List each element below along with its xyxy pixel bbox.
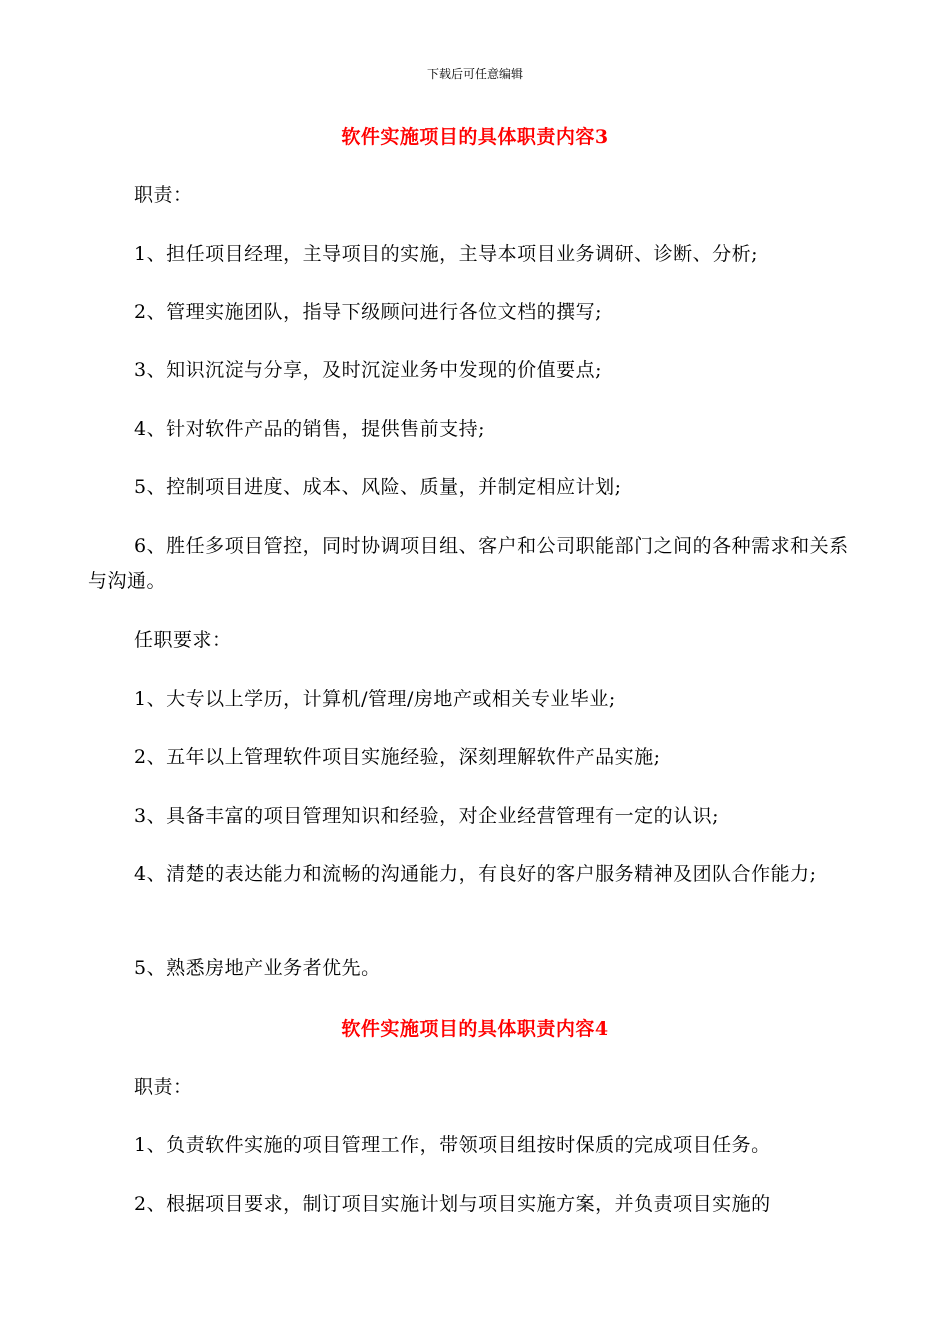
- duty-item: 4、针对软件产品的销售，提供售前支持;: [134, 418, 485, 440]
- duty-item: 6、胜任多项目管控，同时协调项目组、客户和公司职能部门之间的各种需求和关系与沟通。: [88, 535, 849, 592]
- duties-label: 职责：: [134, 1076, 193, 1098]
- duties-label: 职责：: [134, 184, 193, 206]
- requirements-label: 任职要求：: [134, 629, 232, 651]
- requirement-item: 5、熟悉房地产业务者优先。: [134, 957, 381, 979]
- duty-item: 2、管理实施团队，指导下级顾问进行各位文档的撰写;: [134, 301, 602, 323]
- requirement-item: 2、五年以上管理软件项目实施经验，深刻理解软件产品实施;: [134, 746, 661, 768]
- section-title: 软件实施项目的具体职责内容3: [341, 126, 609, 148]
- duty-item: 2、根据项目要求，制订项目实施计划与项目实施方案，并负责项目实施的: [134, 1193, 771, 1215]
- duty-item: 3、知识沉淀与分享，及时沉淀业务中发现的价值要点;: [134, 359, 602, 381]
- duty-item: 5、控制项目进度、成本、风险、质量，并制定相应计划;: [134, 476, 622, 498]
- header-note: 下载后可任意编辑: [426, 67, 523, 81]
- duty-item: 1、担任项目经理，主导项目的实施，主导本项目业务调研、诊断、分析;: [134, 243, 758, 265]
- section-title: 软件实施项目的具体职责内容4: [341, 1018, 609, 1040]
- duty-item: 1、负责软件实施的项目管理工作，带领项目组按时保质的完成项目任务。: [134, 1134, 771, 1156]
- requirement-item: 1、大专以上学历，计算机/管理/房地产或相关专业毕业;: [134, 688, 616, 710]
- requirement-item: 4、清楚的表达能力和流畅的沟通能力，有良好的客户服务精神及团队合作能力;: [134, 863, 817, 885]
- requirement-item: 3、具备丰富的项目管理知识和经验，对企业经营管理有一定的认识;: [134, 805, 719, 827]
